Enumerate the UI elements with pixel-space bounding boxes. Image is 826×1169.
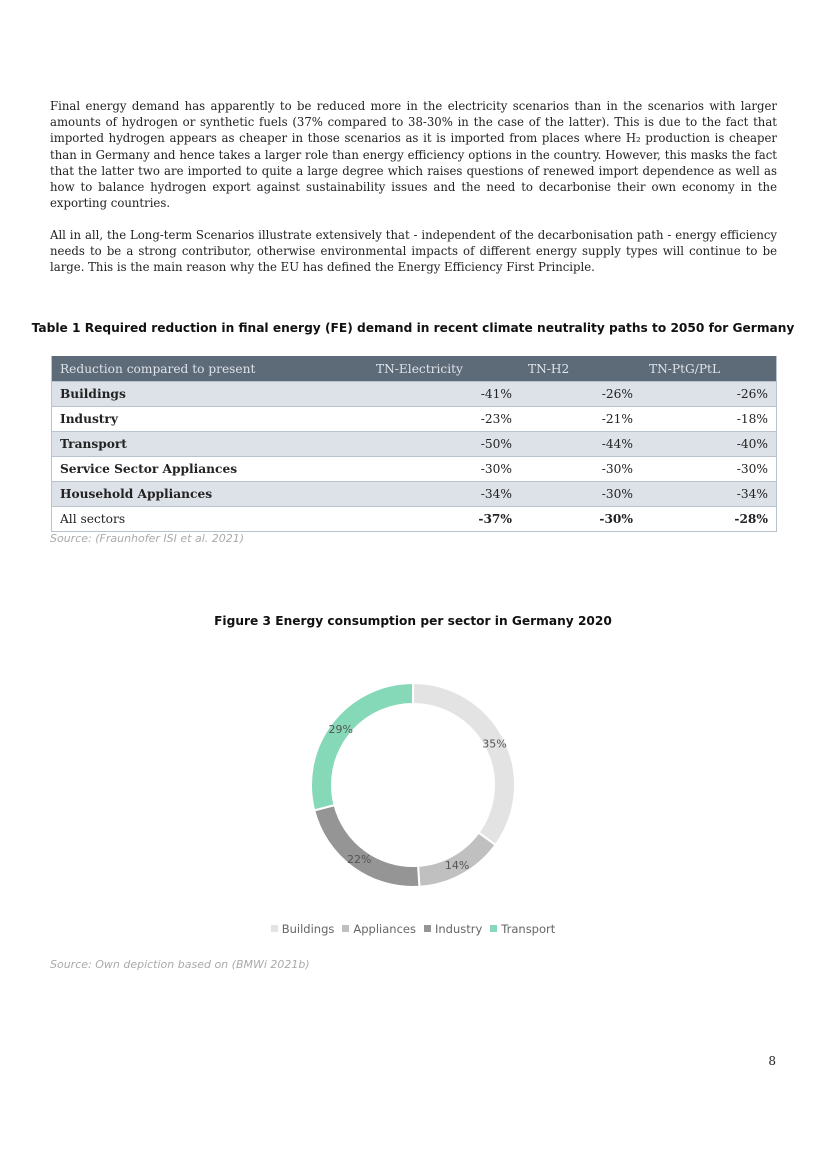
row-label: Transport bbox=[52, 432, 369, 457]
cell-value: -18% bbox=[641, 407, 777, 432]
donut-label-buildings: 35% bbox=[482, 737, 507, 751]
header-tn-h2: TN-H2 bbox=[520, 356, 641, 382]
donut-slice-buildings bbox=[413, 683, 515, 845]
header-reduction: Reduction compared to present bbox=[52, 356, 369, 382]
legend-item-buildings bbox=[271, 922, 335, 936]
cell-value: -30% bbox=[520, 507, 641, 532]
cell-value: -50% bbox=[368, 432, 520, 457]
cell-value: -30% bbox=[641, 457, 777, 482]
donut-label-appliances: 14% bbox=[444, 859, 470, 873]
table-header-row bbox=[52, 356, 777, 382]
legend-swatch bbox=[271, 925, 278, 932]
cell-value: -28% bbox=[641, 507, 777, 532]
cell-value: -34% bbox=[641, 482, 777, 507]
legend-swatch bbox=[490, 925, 497, 932]
table-source: Source: (Fraunhofer ISI et al. 2021) bbox=[50, 532, 245, 545]
donut-label-industry: 22% bbox=[346, 853, 372, 867]
cell-value: -41% bbox=[368, 382, 520, 407]
table-row bbox=[52, 482, 777, 507]
donut-slice-industry bbox=[314, 805, 419, 887]
figure-source: Source: Own depiction based on (BMWi 2021b) bbox=[50, 958, 310, 971]
paragraph-2: All in all, the Long-term Scenarios illustrate extensively that - independent of the decarbonisation path - energy efficiency needs to be a strong contributor, otherwise environmental impacts of different energy supply types will continue to be large. This is the main reason why the EU has defined the Energy Efficiency First Principle. bbox=[50, 228, 777, 275]
paragraph-1: Final energy demand has apparently to be reduced more in the electricity scenarios than in the scenarios with larger amounts of hydrogen or synthetic fuels (37% compared to 38-30% in the case of the latter). This is due to the fact that imported hydrogen appears as cheaper in those scenarios as it is imported from places where H₂ production is cheaper than in Germany and hence takes a larger role than energy efficiency options in the country. However, this masks the fact that the latter two are imported to quite a large degree which raises questions of renewed import dependence as well as how to balance hydrogen export against sustainability issues and the need to decarbonise their own economy in the exporting countries. bbox=[50, 99, 777, 211]
legend-label: Industry bbox=[434, 922, 483, 936]
row-label: All sectors bbox=[52, 507, 369, 532]
cell-value: -44% bbox=[520, 432, 641, 457]
legend-item-appliances bbox=[342, 922, 416, 936]
header-tn-ptg-ptl: TN-PtG/PtL bbox=[641, 356, 777, 382]
cell-value: -34% bbox=[368, 482, 520, 507]
cell-value: -21% bbox=[520, 407, 641, 432]
row-label: Household Appliances bbox=[52, 482, 369, 507]
row-label: Buildings bbox=[52, 382, 369, 407]
table-row bbox=[52, 432, 777, 457]
cell-value: -40% bbox=[641, 432, 777, 457]
legend-item-industry bbox=[424, 922, 482, 936]
table-row-total bbox=[52, 507, 777, 532]
legend-label: Appliances bbox=[353, 922, 416, 936]
cell-value: -26% bbox=[641, 382, 777, 407]
chart-legend bbox=[0, 922, 826, 936]
reduction-table bbox=[51, 356, 777, 532]
header-tn-electricity: TN-Electricity bbox=[368, 356, 520, 382]
cell-value: -23% bbox=[368, 407, 520, 432]
page-number: 8 bbox=[768, 1054, 776, 1068]
legend-item-transport bbox=[490, 922, 555, 936]
row-label: Industry bbox=[52, 407, 369, 432]
legend-swatch bbox=[342, 925, 349, 932]
table-row bbox=[52, 382, 777, 407]
cell-value: -26% bbox=[520, 382, 641, 407]
cell-value: -30% bbox=[520, 457, 641, 482]
donut-chart bbox=[300, 670, 526, 896]
donut-label-transport: 29% bbox=[328, 722, 353, 736]
table-caption: Table 1 Required reduction in final energy (FE) demand in recent climate neutrality paths to 2050 for Germany bbox=[31, 321, 795, 335]
table-row bbox=[52, 457, 777, 482]
legend-swatch bbox=[424, 925, 431, 932]
cell-value: -37% bbox=[368, 507, 520, 532]
figure-caption: Figure 3 Energy consumption per sector in Germany 2020 bbox=[214, 614, 612, 628]
cell-value: -30% bbox=[368, 457, 520, 482]
row-label: Service Sector Appliances bbox=[52, 457, 369, 482]
cell-value: -30% bbox=[520, 482, 641, 507]
table-row bbox=[52, 407, 777, 432]
legend-label: Transport bbox=[501, 922, 556, 936]
donut-slice-transport bbox=[311, 683, 413, 810]
legend-label: Buildings bbox=[281, 922, 335, 936]
